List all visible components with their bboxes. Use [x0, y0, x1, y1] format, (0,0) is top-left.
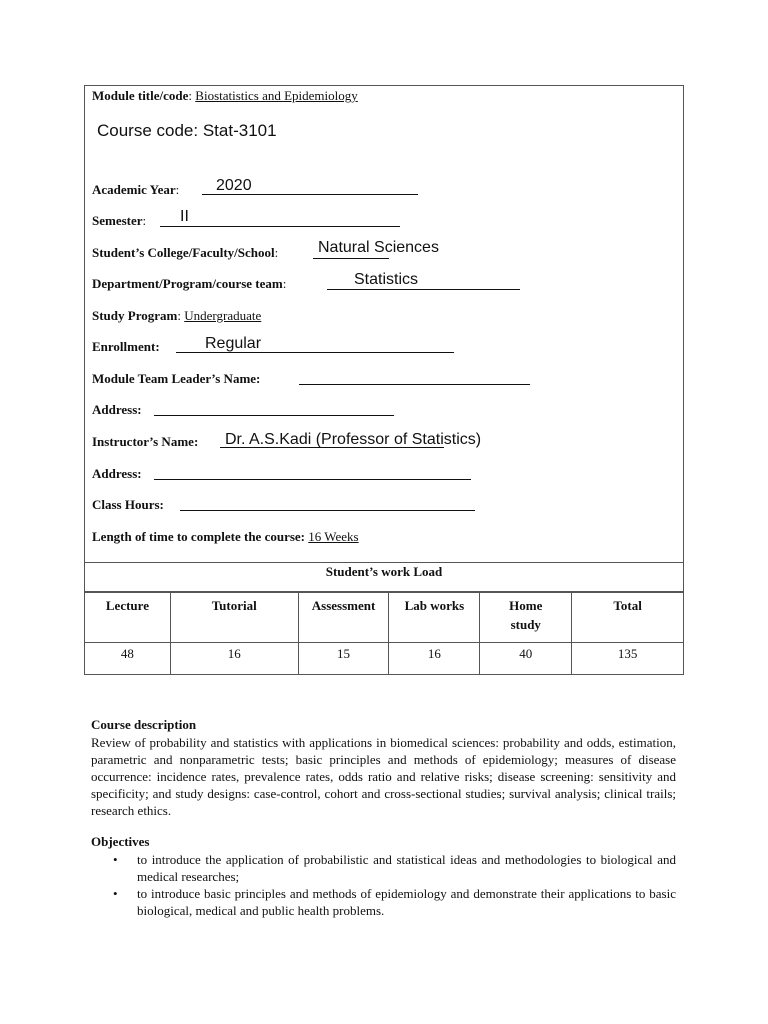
module-title-label: Module title/code [92, 88, 189, 103]
workload-header-row [85, 593, 684, 643]
class-hours-blank [180, 510, 475, 511]
workload-header-total: Total [572, 593, 684, 643]
objective-text: to introduce the application of probabilistic and statistical ideas and methodologies to biological and medical researches; [137, 852, 676, 884]
enrollment-field: Enrollment: [92, 339, 160, 354]
academic-year-label: Academic Year [92, 182, 176, 197]
college-value: Natural Sciences [318, 239, 439, 256]
module-title-value: Biostatistics and Epidemiology [195, 88, 358, 103]
course-code: Course code: Stat-3101 [97, 121, 277, 140]
address2-field: Address: [92, 466, 142, 481]
instructor-value: Dr. A.S.Kadi (Professor of Statistics) [225, 431, 482, 448]
semester-field: Semester: [92, 213, 147, 228]
workload-header-assessment: Assessment [298, 593, 389, 643]
semester-label: Semester [92, 213, 143, 228]
bullet-icon: • [113, 852, 118, 867]
academic-year-value: 2020 [216, 177, 252, 194]
department-value: Statistics [354, 271, 419, 288]
class-hours-field: Class Hours: [92, 497, 164, 512]
address1-field: Address: [92, 402, 142, 417]
address2-label: Address [92, 466, 138, 481]
enrollment-value: Regular [205, 335, 262, 352]
team-leader-field: Module Team Leader’s Name: [92, 371, 261, 386]
college-blank [313, 258, 389, 259]
workload-value-lab-works: 16 [389, 643, 480, 675]
course-description-title: Course description [91, 717, 197, 732]
college-label: Student’s College/Faculty/School [92, 245, 275, 260]
workload-header-tutorial: Tutorial [170, 593, 298, 643]
academic-year-field: Academic Year: [92, 182, 180, 197]
semester-blank [160, 226, 400, 227]
instructor-field: Instructor’s Name: [92, 434, 199, 449]
study-program-field: Study Program: Undergraduate [92, 308, 262, 323]
team-leader-blank [299, 384, 530, 385]
workload-value-lecture: 48 [85, 643, 171, 675]
semester-value: II [180, 208, 189, 225]
workload-value-tutorial: 16 [170, 643, 298, 675]
workload-value-total: 135 [572, 643, 684, 675]
workload-table [84, 592, 684, 675]
bullet-icon: • [113, 886, 118, 901]
workload-header-lab-works: Lab works [389, 593, 480, 643]
length-value: 16 Weeks [308, 529, 359, 544]
address1-blank [154, 415, 394, 416]
department-blank [327, 289, 520, 290]
college-field: Student’s College/Faculty/School: [92, 245, 279, 260]
length-field: Length of time to complete the course: 16 Weeks [92, 529, 359, 544]
class-hours-label: Class Hours [92, 497, 160, 512]
department-field: Department/Program/course team: [92, 276, 287, 291]
module-title-field: Module title/code: Biostatistics and Epidemiology [92, 88, 358, 103]
team-leader-label: Module Team Leader’s Name [92, 371, 257, 386]
objectives-list [91, 851, 676, 919]
enrollment-label: Enrollment [92, 339, 156, 354]
length-label: Length of time to complete the course [92, 529, 301, 544]
objective-item [91, 885, 676, 919]
objective-text: to introduce basic principles and methods of epidemiology and demonstrate their applications to basic biological, medical and public health problems. [137, 886, 676, 918]
workload-value-assessment: 15 [298, 643, 389, 675]
objectives-title: Objectives [91, 834, 150, 849]
course-description-text: Review of probability and statistics with applications in biomedical sciences: probability and odds, estimation, parametric and nonparametric tests; basic principles and methods of epidemiology; measures of disease occurrence: incidence rates, prevalence rates, odds ratio and relative risks; disease screening: sensitivity and specificity; and study designs: case-control, cohort and cross-sectional studies; survival analysis; clinical trails; research ethics. [91, 735, 676, 818]
workload-title: Student’s work Load [84, 562, 684, 592]
workload-value-row [85, 643, 684, 675]
workload-value-home-study: 40 [480, 643, 572, 675]
workload-header-home-study: Home study [480, 593, 572, 643]
address1-label: Address [92, 402, 138, 417]
workload-header-lecture: Lecture [85, 593, 171, 643]
address2-blank [154, 479, 471, 480]
study-program-label: Study Program [92, 308, 178, 323]
study-program-value: Undergraduate [184, 308, 262, 323]
department-label: Department/Program/course team [92, 276, 283, 291]
module-info-box [84, 85, 684, 563]
objective-item [91, 851, 676, 885]
instructor-label: Instructor’s Name [92, 434, 194, 449]
